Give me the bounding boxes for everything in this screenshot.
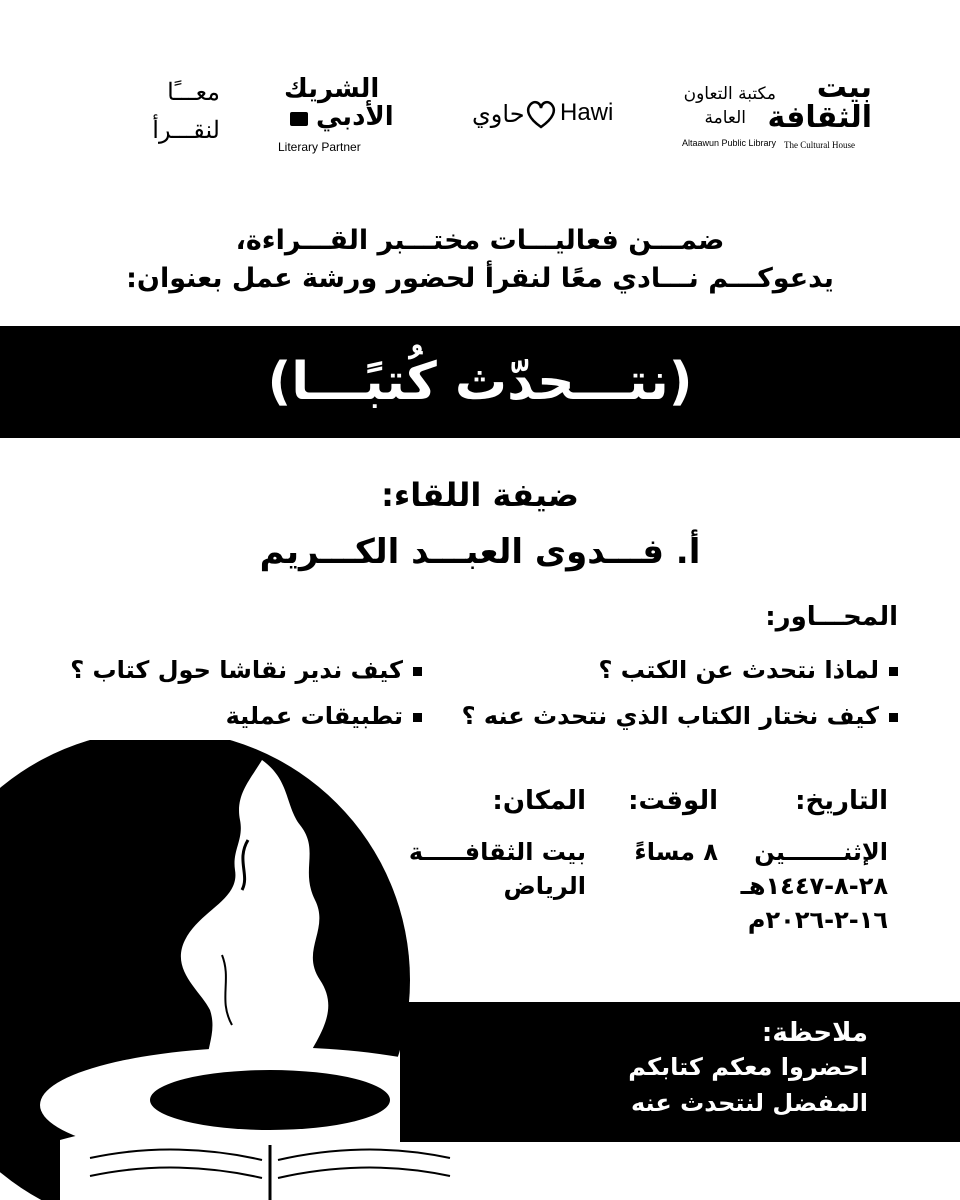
date-label: التاريخ: (795, 786, 888, 816)
intro-text (100, 222, 860, 298)
bullet-square-icon (413, 713, 422, 722)
altaawun-en: Altaawun Public Library (681, 138, 776, 148)
event-title: (نتـــحدّث كُتبًـــا) (267, 352, 693, 412)
bullet-square-icon (413, 667, 422, 676)
logo-cultural-house (767, 70, 878, 154)
topic-text: لماذا نتحدث عن الكتب ؟ (598, 656, 879, 684)
topic-item-2 (70, 656, 422, 684)
note-line-2: المفضل لنتحدث عنه (630, 1089, 868, 1117)
topics-label: المحـــاور: (765, 602, 898, 632)
literary-partner-ar-line2: الأدبي (316, 102, 394, 132)
time-value: ٨ مساءً (634, 838, 718, 866)
topic-text: تطبيقات عملية (225, 702, 403, 730)
date-day: الإثنـــــــين (754, 838, 888, 866)
topic-item-1 (599, 656, 898, 684)
logo-maan-nakraa (70, 78, 220, 158)
logo-literary-partner (272, 74, 392, 160)
bullet-square-icon (889, 713, 898, 722)
logo-hawi (468, 96, 628, 136)
heart-icon (524, 98, 558, 134)
time-label: الوقت: (628, 786, 718, 816)
cultural-house-en: The Cultural House (784, 140, 855, 150)
cultural-house-ar-line2: الثقافة (767, 100, 872, 135)
place-city: الرياض (503, 872, 586, 900)
hawi-en: Hawi (560, 99, 614, 126)
intro-line-2: يدعوكـــم نـــادي معًا لنقرأ لحضور ورشة عمل بعنوان: (126, 263, 834, 294)
place-value: بيت الثقافـــــة (408, 838, 586, 866)
topic-item-3 (462, 702, 898, 730)
title-band (0, 326, 960, 438)
book-icon (290, 112, 308, 126)
date-gregorian: ١٦-٢-٢٠٢٦م (747, 906, 888, 934)
altaawun-ar-line1: مكتبة التعاون (683, 84, 776, 104)
note-label: ملاحظة: (761, 1018, 868, 1048)
logo-maan-line2: لنقـــرأ (152, 116, 220, 144)
date-hijri: ٢٨-٨-١٤٤٧هـ (740, 872, 888, 900)
altaawun-ar-line2: العامة (704, 108, 746, 128)
guest-name: أ. فـــدوى العبـــد الكـــريم (259, 532, 701, 572)
literary-partner-ar-line1: الشريك (284, 74, 380, 104)
intro-line-1: ضمـــن فعاليـــات مختـــبر القـــراءة، (235, 225, 725, 256)
literary-partner-en: Literary Partner (278, 140, 361, 154)
logo-altaawun-library (656, 84, 776, 154)
topic-text: كيف نختار الكتاب الذي نتحدث عنه ؟ (461, 702, 879, 730)
logo-maan-line1: معـــًا (167, 78, 220, 106)
guest-label: ضيفة اللقاء: (381, 476, 579, 514)
note-line-1: احضروا معكم كتابكم (628, 1053, 868, 1081)
cultural-house-ar-line1: بيت (816, 70, 872, 105)
topic-text: كيف ندير نقاشا حول كتاب ؟ (70, 656, 403, 684)
topic-item-4 (226, 702, 422, 730)
bullet-square-icon (889, 667, 898, 676)
place-label: المكان: (492, 786, 586, 816)
hawi-ar: حاوي (472, 100, 525, 128)
